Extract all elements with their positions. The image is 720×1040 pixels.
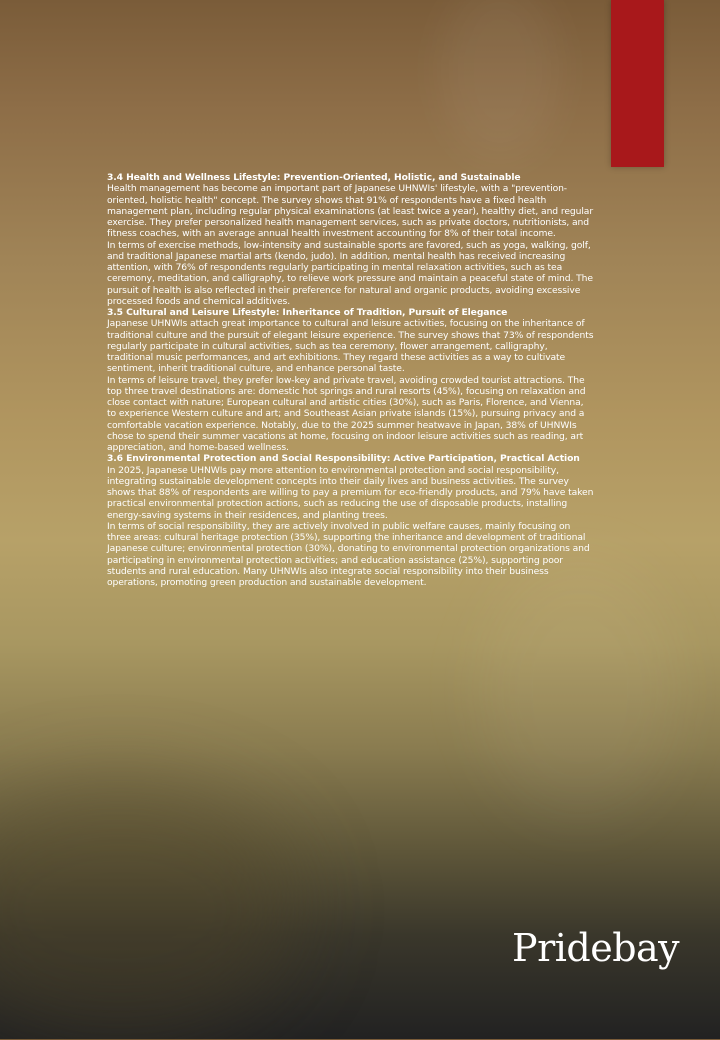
section-environment-responsibility (107, 453, 595, 588)
section-cultural-leisure (107, 307, 595, 453)
paragraph: In 2025, Japanese UHNWIs pay more attention to environmental protection and social responsibility, integrating sustainable development concepts into their daily lives and business activities. The survey shows that 88% of respondents are willing to pay a premium for eco-friendly products, and 79% have taken practical environmental protection actions, such as reducing the use of disposable products, installing energy-saving systems in their residences, and planting trees. (107, 464, 594, 521)
paragraph: In terms of leisure travel, they prefer low-key and private travel, avoiding crowded tourist attractions. The top three travel destinations are: domestic hot springs and rural resorts (45%), focusing on relaxation and close contact with nature; European cultural and artistic cities (30%), such as Paris, Florence, and Vienna, to experience Western culture and art; and Southeast Asian private islands (15%), pursuing privacy and a comfortable vacation experience. Notably, due to the 2025 summer heatwave in Japan, 38% of UHNWIs chose to spend their summer vacations at home, focusing on indoor leisure activities such as reading, art appreciation, and home-based wellness. (107, 374, 586, 453)
section-heading: 3.6 Environmental Protection and Social Responsibility: Active Participation, Practical Action (107, 453, 580, 465)
background-shadow (0, 780, 300, 1040)
paragraph: Health management has become an important part of Japanese UHNWIs' lifestyle, with a "prevention-oriented, holistic health" concept. The survey shows that 91% of respondents have a fixed health management plan, including regular physical examinations (at least twice a year), healthy diet, and regular exercise. They prefer personalized health management services, such as private doctors, nutritionists, and fitness coaches, with an average annual health investment accounting for 8% of their total income. (107, 183, 593, 240)
article-body (107, 172, 595, 588)
brand-logo: Pridebay (512, 926, 680, 970)
section-heading: 3.4 Health and Wellness Lifestyle: Prevention-Oriented, Holistic, and Sustainable (107, 172, 521, 183)
section-heading: 3.5 Cultural and Leisure Lifestyle: Inheritance of Tradition, Pursuit of Elegance (107, 307, 508, 318)
paragraph: In terms of social responsibility, they are actively involved in public welfare causes, mainly focusing on three areas: cultural heritage protection (35%), supporting the inheritance and development of traditional Japanese culture; environmental protection (30%), donating to environmental protection organizations and participating in environmental protection activities; and education assistance (25%), supporting poor students and rural education. Many UHNWIs also integrate social responsibility into their business operations, promoting green production and sustainable development. (107, 520, 590, 588)
paragraph: In terms of exercise methods, low-intensity and sustainable sports are favored, such as yoga, walking, golf, and traditional Japanese martial arts (kendo, judo). In addition, mental health has received increasing attention, with 76% of respondents regularly participating in mental relaxation activities, such as tea ceremony, meditation, and calligraphy, to relieve work pressure and maintain a peaceful state of mind. The pursuit of health is also reflected in their preference for natural and organic products, avoiding excessive processed foods and chemical additives. (107, 239, 593, 307)
paragraph: Japanese UHNWIs attach great importance to cultural and leisure activities, focusing on the inheritance of traditional culture and the pursuit of elegant leisure experience. The survey shows that 73% of respondents regularly participate in cultural activities, such as tea ceremony, flower arrangement, calligraphy, traditional music performances, and art exhibitions. They regard these activities as a way to cultivate sentiment, inherit traditional culture, and enhance personal taste. (107, 318, 594, 375)
red-accent-tab (611, 0, 664, 167)
background-glow (440, 0, 560, 160)
section-health-wellness (107, 172, 595, 307)
background-glow (480, 560, 680, 820)
